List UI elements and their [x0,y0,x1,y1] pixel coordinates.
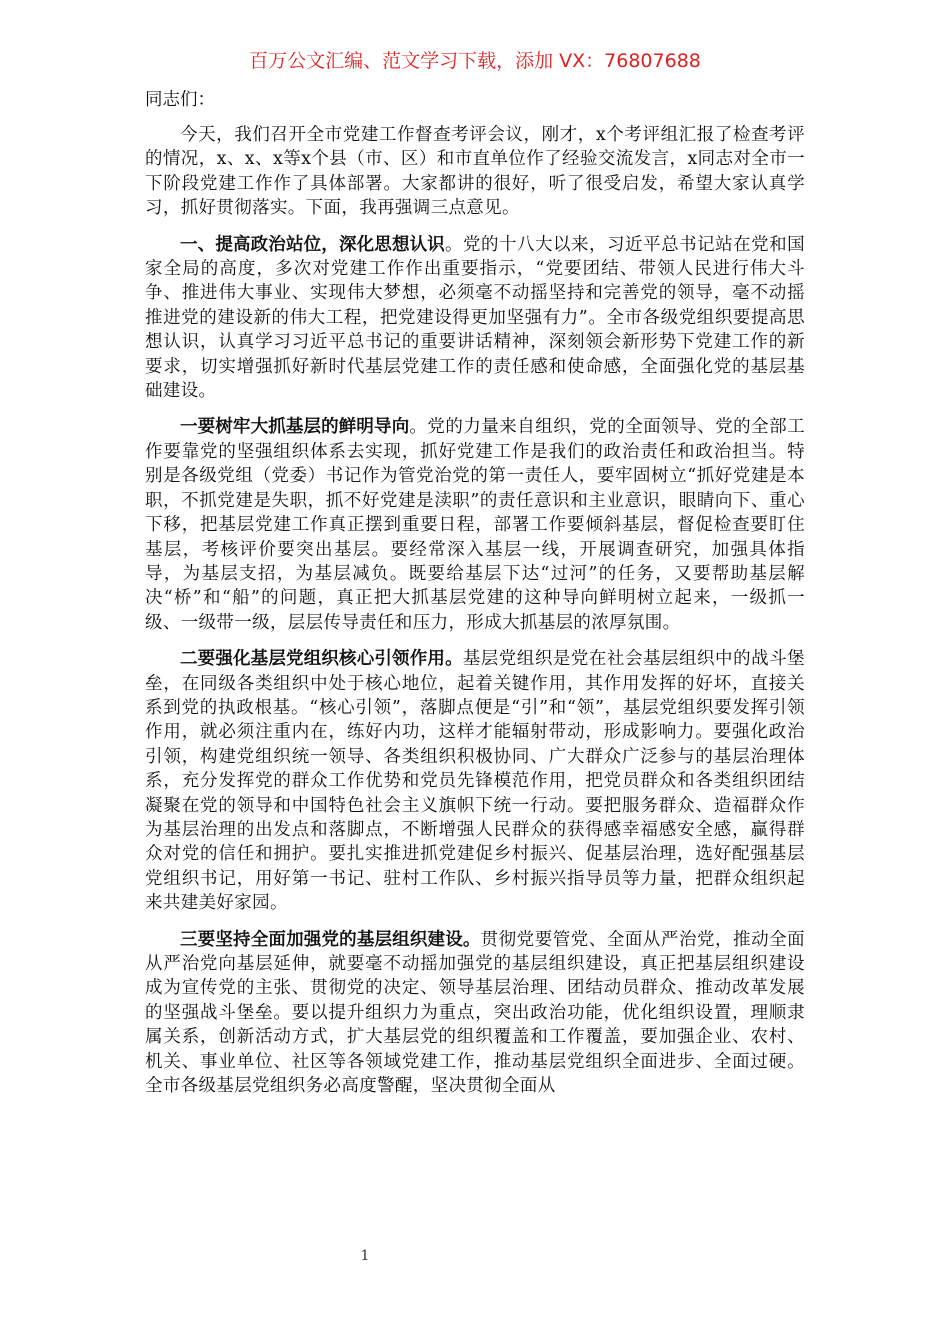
paragraph-point-3 [145,928,805,1099]
paragraph-text: 基层党组织是党在社会基层组织中的战斗堡垒，在同级各类组织中处于核心地位，起着关键作用，其作用发挥的好坏，直接关系到党的执政根基。“核心引领”，落脚点便是“引”和“领”，基层党组织要发挥引领作用，就必须注重内在，练好内功，这样才能辐射带动，形成影响力。要强化政治引领，构建党组织统一领导、各类组织积极协同、广大群众广泛参与的基层治理体系，充分发挥党的群众工作优势和党员先锋模范作用，把党员群众和各类组织团结凝聚在党的领导和中国特色社会主义旗帜下统一行动。要把服务群众、造福群众作为基层治理的出发点和落脚点，不断增强人民群众的获得感幸福感安全感，赢得群众对党的信任和拥护。要扎实推进抓党建促乡村振兴、促基层治理，选好配强基层党组织书记，用好第一书记、驻村工作队、乡村振兴指导员等力量，把群众组织起来共建美好家园。 [145,649,805,914]
paragraph-section-1 [145,233,805,404]
page-number: 1 [360,1248,370,1264]
paragraph-point-2 [145,647,805,915]
paragraph-intro [145,123,805,221]
watermark-banner: 百万公文汇编、范文学习下载，添加 VX：76807688 [249,50,701,72]
paragraph-text: 。党的力量来自组织，党的全面领导、党的全部工作要靠党的坚强组织体系去实现，抓好党建工作是我们的政治责任和政治担当。特别是各级党组（党委）书记作为管党治党的第一责任人，要牢固树立“抓好党建是本职，不抓党建是失职，抓不好党建是渎职”的责任意识和主业意识，眼睛向下、重心下移，把基层党建工作真正摆到重要日程，部署工作要倾斜基层，督促检查要盯住基层，考核评价要突出基层。要经常深入基层一线，开展调查研究，加强具体指导，为基层支招，为基层减负。既要给基层下达“过河”的任务，又要帮助基层解决“桥”和“船”的问题，真正把大抓基层党建的这种导向鲜明树立起来，一级抓一级、一级带一级，层层传导责任和压力，形成大抓基层的浓厚氛围。 [145,417,806,633]
section-heading: 一、提高政治站位，深化思想认识 [180,234,445,255]
paragraph-point-1 [145,415,805,635]
point-heading: 一要树牢大抓基层的鲜明导向 [180,417,410,438]
salutation: 同志们： [145,90,215,110]
point-heading: 二要强化基层党组织核心引领作用。 [180,649,463,670]
paragraph-text: 贯彻党要管党、全面从严治党，推动全面从严治党向基层延伸，就要毫不动摇加强党的基层组织建设，真正把基层组织建设成为宣传党的主张、贯彻党的决定、领导基层治理、团结动员群众、推动改革发展的坚强战斗堡垒。要以提升组织力为重点，突出政治功能，优化组织设置，理顺隶属关系，创新活动方式，扩大基层党的组织覆盖和工作覆盖，要加强企业、农村、机关、事业单位、社区等各领域党建工作，推动基层党组织全面进步、全面过硬。全市各级基层党组织务必高度警醒，坚决贯彻全面从 [145,929,805,1097]
point-heading: 三要坚持全面加强党的基层组织建设。 [180,929,481,950]
paragraph-text: 今天，我们召开全市党建工作督查考评会议，刚才，x个考评组汇报了检查考评的情况，x、x、x等x个县（市、区）和市直单位作了经验交流发言，x同志对全市一下阶段党建工作作了具体部署。大家都讲的很好，听了很受启发，希望大家认真学习，抓好贯彻落实。下面，我再强调三点意见。 [145,125,805,219]
paragraph-text: 。党的十八大以来，习近平总书记站在党和国家全局的高度，多次对党建工作作出重要指示，“党要团结、带领人民进行伟大斗争、推进伟大事业、实现伟大梦想，必须毫不动摇坚持和完善党的领导，毫不动摇推进党的建设新的伟大工程，把党建设得更加坚强有力”。全市各级党组织要提高思想认识，认真学习习近平总书记的重要讲话精神，深刻领会新形势下党建工作的新要求，切实增强抓好新时代基层党建工作的责任感和使命感，全面强化党的基层基础建设。 [145,234,806,402]
document-body [145,88,805,1110]
